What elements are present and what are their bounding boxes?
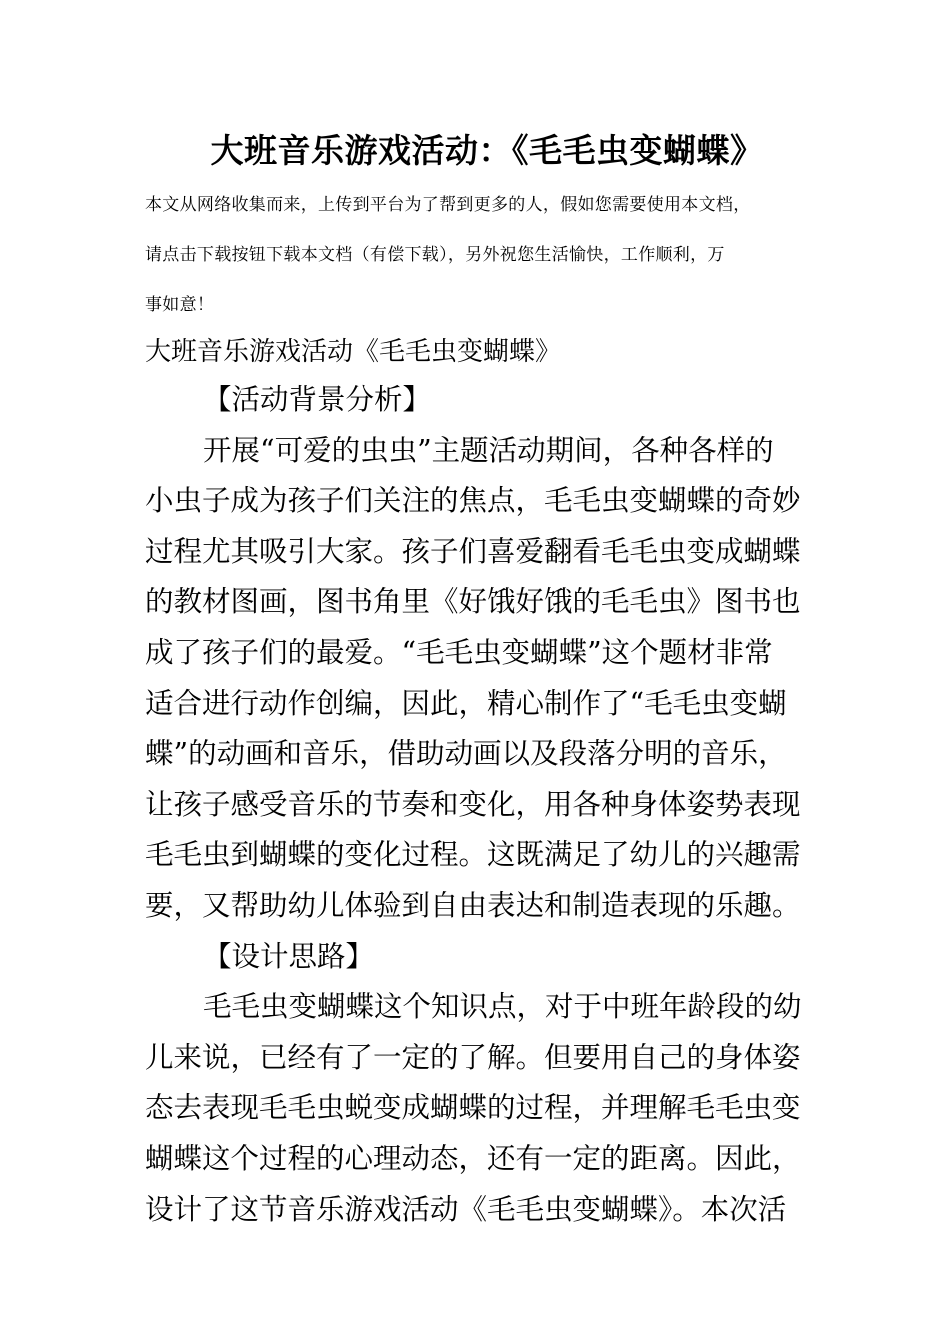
paragraph-line: 适合进行动作创编，因此，精心制作了“毛毛虫变蝴 xyxy=(145,686,787,720)
notice-line: 事如意！ xyxy=(145,295,215,315)
paragraph-line: 成了孩子们的最爱。“毛毛虫变蝴蝶”这个题材非常 xyxy=(145,635,773,669)
paragraph-line: 蝴蝶这个过程的心理动态，还有一定的距离。因此， xyxy=(145,1141,801,1175)
section-heading-design: 【设计思路】 xyxy=(203,939,375,973)
notice-line: 本文从网络收集而来，上传到平台为了帮到更多的人，假如您需要使用本文档， xyxy=(145,195,751,215)
paragraph-line: 开展“可爱的虫虫”主题活动期间，各种各样的 xyxy=(203,433,774,467)
document-subtitle: 大班音乐游戏活动《毛毛虫变蝴蝶》 xyxy=(145,337,562,367)
download-notice xyxy=(145,180,805,330)
paragraph-line: 态去表现毛毛虫蜕变成蝴蝶的过程，并理解毛毛虫变 xyxy=(145,1091,801,1125)
paragraph-line: 要，又帮助幼儿体验到自由表达和制造表现的乐趣。 xyxy=(145,888,801,922)
paragraph-line: 蝶”的动画和音乐，借助动画以及段落分明的音乐， xyxy=(145,737,787,771)
paragraph-line: 的教材图画，图书角里《好饿好饿的毛毛虫》图书也 xyxy=(145,585,801,619)
paragraph-line: 设计了这节音乐游戏活动《毛毛虫变蝴蝶》。本次活 xyxy=(145,1192,787,1226)
paragraph-line: 过程尤其吸引大家。孩子们喜爱翻看毛毛虫变成蝴蝶 xyxy=(145,534,801,568)
paragraph-line: 让孩子感受音乐的节奏和变化，用各种身体姿势表现 xyxy=(145,787,801,821)
paragraph-line: 毛毛虫到蝴蝶的变化过程。这既满足了幼儿的兴趣需 xyxy=(145,838,801,872)
document-body xyxy=(145,375,815,1235)
section-heading-background: 【活动背景分析】 xyxy=(203,383,432,416)
paragraph-line: 小虫子成为孩子们关注的焦点，毛毛虫变蝴蝶的奇妙 xyxy=(145,484,801,518)
notice-line: 请点击下载按钮下载本文档（有偿下载），另外祝您生活愉快，工作顺利，万 xyxy=(145,245,725,265)
paragraph-line: 毛毛虫变蝴蝶这个知识点，对于中班年龄段的幼 xyxy=(203,990,802,1024)
paragraph-line: 儿来说，已经有了一定的了解。但要用自己的身体姿 xyxy=(145,1040,801,1074)
document-title: 大班音乐游戏活动：《毛毛虫变蝴蝶》 xyxy=(210,131,764,170)
